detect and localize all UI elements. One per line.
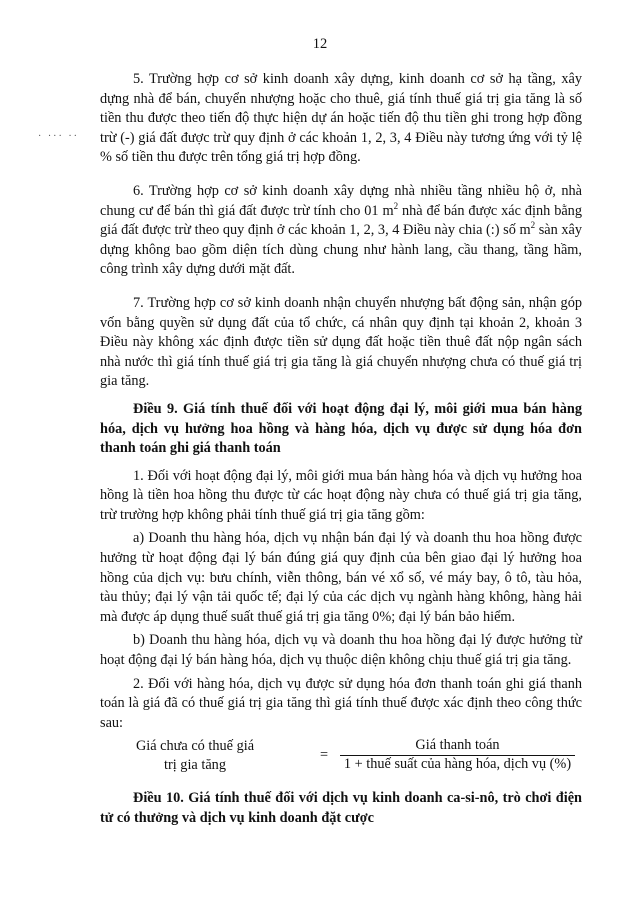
- clause-6-part-1: 6. Trường hợp cơ sở kinh doanh xây dựng nhà nhiều tầng nhiều hộ ở, nhà chung cư để bán thì giá đất được trừ tính cho 01 m: [100, 182, 582, 219]
- article-10-heading: Điều 10. Giá tính thuế đối với dịch vụ kinh doanh ca-si-nô, trò chơi điện tử có thưởng và dịch vụ kinh doanh đặt cược: [100, 790, 582, 826]
- article-9-clause-1a: a) Doanh thu hàng hóa, dịch vụ nhận bán đại lý và doanh thu hoa hồng được hưởng từ hoạt động đại lý bán đúng giá quy định của bên giao đại lý hưởng hoa hồng của dịch vụ: bưu chính, viễn thông, bán vé xổ số, vé máy bay, ô tô, tàu hỏa, tàu thủy; đại lý vận tải quốc tế; đại lý của các dịch vụ ngành hàng không, hàng hải mà được áp dụng thuế suất thuế giá trị gia tăng 0%; đại lý bán bảo hiểm.: [100, 530, 582, 625]
- clause-6: [100, 182, 582, 280]
- tax-formula: [100, 737, 582, 781]
- clause-6-part-2: nhà để bán được xác định bằng giá đất được trừ theo quy định ở các khoản 1, 2, 3, 4 Điều này chia (:) số m: [100, 202, 582, 239]
- document-body: [100, 70, 582, 829]
- formula-lhs: Giá chưa có thuế giá trị gia tăng: [135, 738, 255, 774]
- formula-equals: =: [320, 747, 329, 764]
- article-9-heading: Điều 9. Giá tính thuế đối với hoạt động đại lý, môi giới mua bán hàng hóa, dịch vụ hưởng hoa hồng và hàng hóa, dịch vụ được sử dụng hóa đơn thanh toán ghi giá thanh toán: [100, 400, 582, 457]
- margin-mark: · ··· ··: [38, 131, 79, 142]
- formula-numerator: Giá thanh toán: [340, 737, 575, 756]
- formula-denominator: 1 + thuế suất của hàng hóa, dịch vụ (%): [343, 756, 572, 773]
- article-9-clause-1: 1. Đối với hoạt động đại lý, môi giới mua bán hàng hóa và dịch vụ hưởng hoa hồng là tiền hoa hồng thu được từ các hoạt động này chưa có thuế giá trị gia tăng, trừ trường hợp không phải tính thuế giá trị gia tăng gồm:: [100, 467, 582, 523]
- article-9-clause-2: 2. Đối với hàng hóa, dịch vụ được sử dụng hóa đơn thanh toán ghi giá thanh toán là giá đã có thuế giá trị gia tăng thì giá tính thuế được xác định theo công thức sau:: [100, 675, 582, 731]
- clause-7: 7. Trường hợp cơ sở kinh doanh nhận chuyển nhượng bất động sản, nhận góp vốn bằng quyền sử dụng đất của tổ chức, cá nhân quy định tại khoản 2, khoản 3 Điều này không xác định được tiền sử dụng đất hoặc tiền thuê đất nộp ngân sách nhà nước thì giá tính thuế giá trị gia tăng là giá chuyển nhượng chưa có thuế giá trị gia tăng.: [100, 294, 582, 390]
- superscript-2: 2: [530, 220, 536, 231]
- article-9-clause-1b: b) Doanh thu hàng hóa, dịch vụ và doanh thu hoa hồng đại lý được hưởng từ hoạt động đại lý bán hàng hóa, dịch vụ thuộc diện không chịu thuế giá trị gia tăng.: [100, 632, 582, 669]
- clause-5: 5. Trường hợp cơ sở kinh doanh xây dựng, kinh doanh cơ sở hạ tầng, xây dựng nhà để bán, chuyển nhượng hoặc cho thuê, giá tính thuế giá trị gia tăng là số tiền thu được theo tiến độ thực hiện dự án hoặc tiến độ thu tiền ghi trong hợp đồng trừ (-) giá đất được trừ quy định ở các khoản 1, 2, 3, 4 Điều này tương ứng với tỷ lệ % số tiền thu được trên tổng giá trị hợp đồng.: [100, 71, 582, 166]
- formula-fraction: [340, 737, 575, 773]
- page-number: 12: [312, 36, 328, 52]
- superscript-2: 2: [393, 200, 399, 211]
- clause-6-part-3: sàn xây dựng không bao gồm diện tích dùng chung như hành lang, cầu thang, tầng hầm, công trình xây dựng dưới mặt đất.: [100, 222, 583, 278]
